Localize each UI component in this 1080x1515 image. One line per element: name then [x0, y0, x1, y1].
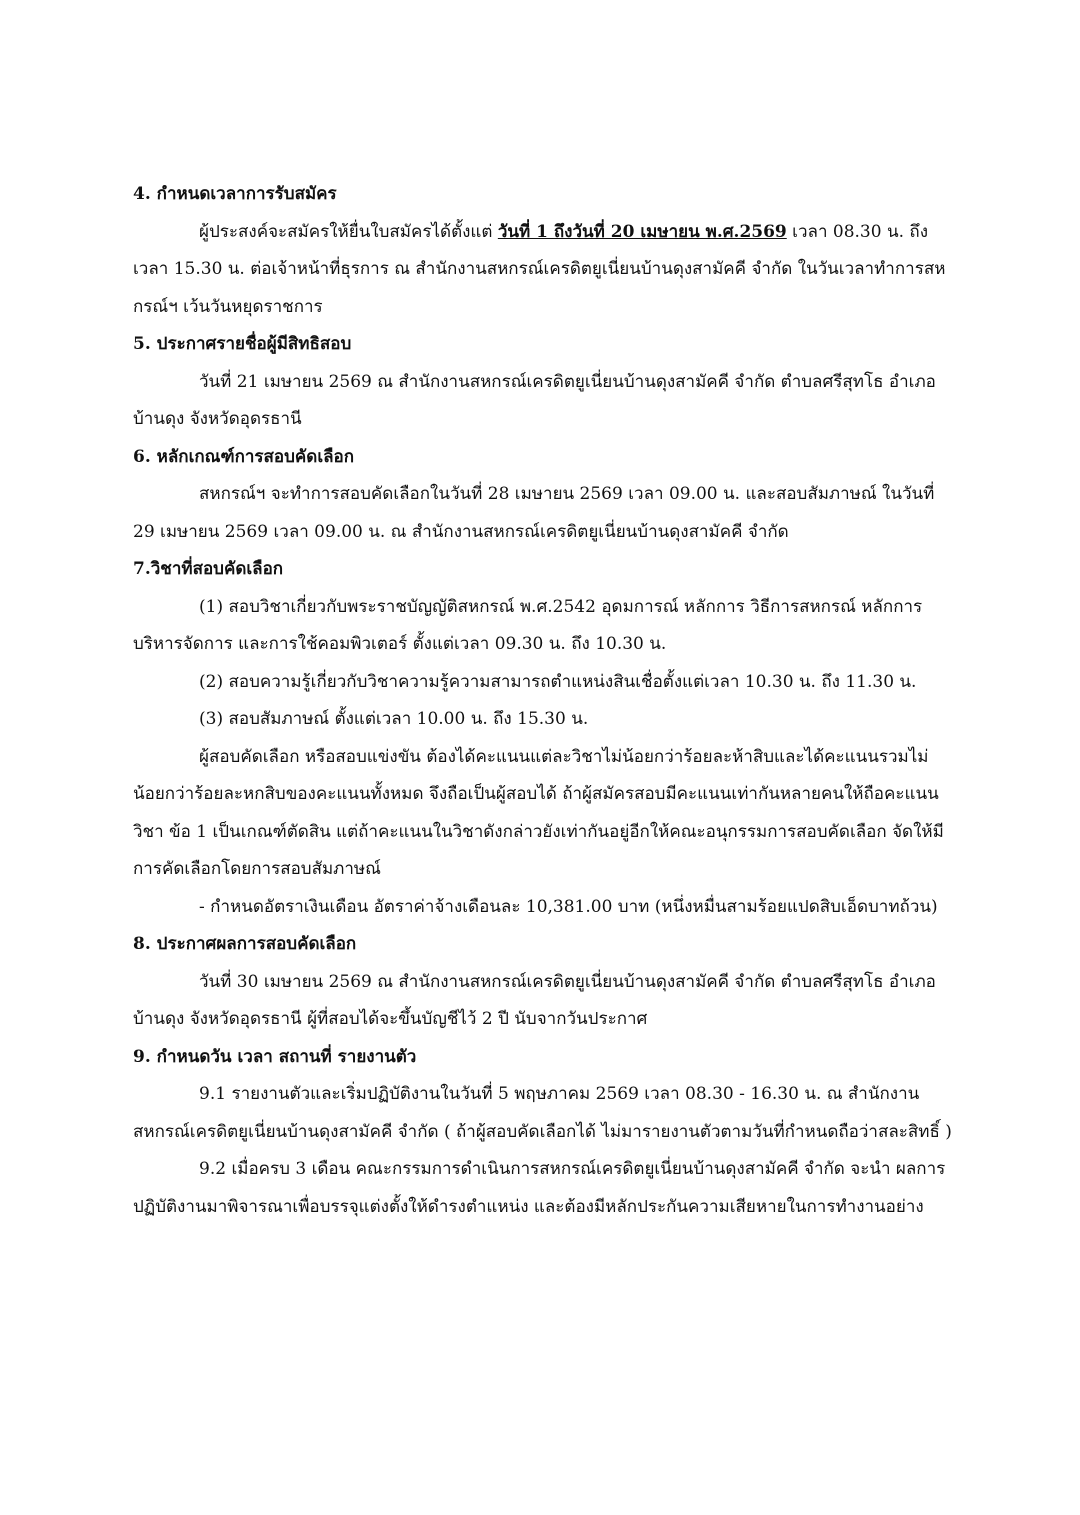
section-8-heading: 8. ประกาศผลการสอบคัดเลือก — [133, 934, 357, 954]
section-7-heading: 7.วิชาที่สอบคัดเลือก — [133, 559, 284, 579]
exam-subject-3: (3) สอบสัมภาษณ์ ตั้งแต่เวลา 10.00 น. ถึง 15.30 น. — [199, 709, 589, 729]
section-4-heading: 4. กำหนดเวลาการรับสมัคร — [133, 184, 337, 204]
section-4-paragraph — [133, 214, 953, 327]
section-4-text-post: เวลา 08.30 น. ถึงเวลา 15.30 น. ต่อเจ้าหน้าที่ธุรการ ณ สำนักงานสหกรณ์เครดิตยูเนี่ยนบ้านดุงสามัคคี จำกัด ในวันเวลาทำการสหกรณ์ฯ เว้นวันหยุดราชการ — [133, 221, 946, 317]
section-5-paragraph: วันที่ 21 เมษายน 2569 ณ สำนักงานสหกรณ์เครดิตยูเนี่ยนบ้านดุงสามัคคี จำกัด ตำบลศรีสุทโธ อำเภอบ้านดุง จังหวัดอุดรธานี — [133, 371, 936, 429]
section-9-1-paragraph: 9.1 รายงานตัวและเริ่มปฏิบัติงานในวันที่ 5 พฤษภาคม 2569 เวลา 08.30 - 16.30 น. ณ สำนักงานสหกรณ์เครดิตยูเนี่ยนบ้านดุงสามัคคี จำกัด ( ถ้าผู้สอบคัดเลือกได้ ไม่มารายงานตัวตามวันที่กำหนดถือว่าสละสิทธิ์ ) — [133, 1084, 952, 1142]
section-8-paragraph: วันที่ 30 เมษายน 2569 ณ สำนักงานสหกรณ์เครดิตยูเนี่ยนบ้านดุงสามัคคี จำกัด ตำบลศรีสุทโธ อำเภอบ้านดุง จังหวัดอุดรธานี ผู้ที่สอบได้จะขึ้นบัญชีไว้ 2 ปี นับจากวันประกาศ — [133, 971, 936, 1029]
section-6-paragraph: สหกรณ์ฯ จะทำการสอบคัดเลือกในวันที่ 28 เมษายน 2569 เวลา 09.00 น. และสอบสัมภาษณ์ ในวันที่ 29 เมษายน 2569 เวลา 09.00 น. ณ สำนักงานสหกรณ์เครดิตยูเนี่ยนบ้านดุงสามัคคี จำกัด — [133, 484, 935, 542]
section-6-heading: 6. หลักเกณฑ์การสอบคัดเลือก — [133, 446, 355, 467]
application-date-range: วันที่ 1 ถึงวันที่ 20 เมษายน พ.ศ.2569 — [497, 221, 787, 242]
exam-subject-2: (2) สอบความรู้เกี่ยวกับวิชาความรู้ความสามารถตำแหน่งสินเชื่อตั้งแต่เวลา 10.30 น. ถึง 11.30 น. — [199, 671, 917, 692]
section-4-text-pre: ผู้ประสงค์จะสมัครให้ยื่นใบสมัครได้ตั้งแต่ — [199, 221, 493, 242]
passing-criteria-paragraph: ผู้สอบคัดเลือก หรือสอบแข่งขัน ต้องได้คะแนนแต่ละวิชาไม่น้อยกว่าร้อยละห้าสิบและได้คะแนนรวมไม่น้อยกว่าร้อยละหกสิบของคะแนนทั้งหมด จึงถือเป็นผู้สอบได้ ถ้าผู้สมัครสอบมีคะแนนเท่ากันหลายคนให้ถือคะแนนวิชา ข้อ 1 เป็นเกณฑ์ตัดสิน แต่ถ้าคะแนนในวิชาดังกล่าวยังเท่ากันอยู่อีกให้คณะอนุกรรมการสอบคัดเลือก จัดให้มีการคัดเลือกโดยการสอบสัมภาษณ์ — [133, 746, 944, 879]
section-9-2-paragraph: 9.2 เมื่อครบ 3 เดือน คณะกรรมการดำเนินการสหกรณ์เครดิตยูเนี่ยนบ้านดุงสามัคคี จำกัด จะนำ ผลการปฏิบัติงานมาพิจารณาเพื่อบรรจุแต่งตั้งให้ดำรงตำแหน่ง และต้องมีหลักประกันความเสียหายในการทำงานอย่าง — [133, 1159, 946, 1217]
section-9-heading: 9. กำหนดวัน เวลา สถานที่ รายงานตัว — [133, 1046, 417, 1067]
document-body — [133, 176, 953, 1226]
salary-paragraph: - กำหนดอัตราเงินเดือน อัตราค่าจ้างเดือนละ 10,381.00 บาท (หนึ่งหมื่นสามร้อยแปดสิบเอ็ดบาทถ้วน) — [199, 896, 938, 917]
section-5-heading: 5. ประกาศรายชื่อผู้มีสิทธิสอบ — [133, 334, 352, 354]
exam-subject-1: (1) สอบวิชาเกี่ยวกับพระราชบัญญัติสหกรณ์ พ.ศ.2542 อุดมการณ์ หลักการ วิธีการสหกรณ์ หลักการบริหารจัดการ และการใช้คอมพิวเตอร์ ตั้งแต่เวลา 09.30 น. ถึง 10.30 น. — [133, 596, 923, 654]
